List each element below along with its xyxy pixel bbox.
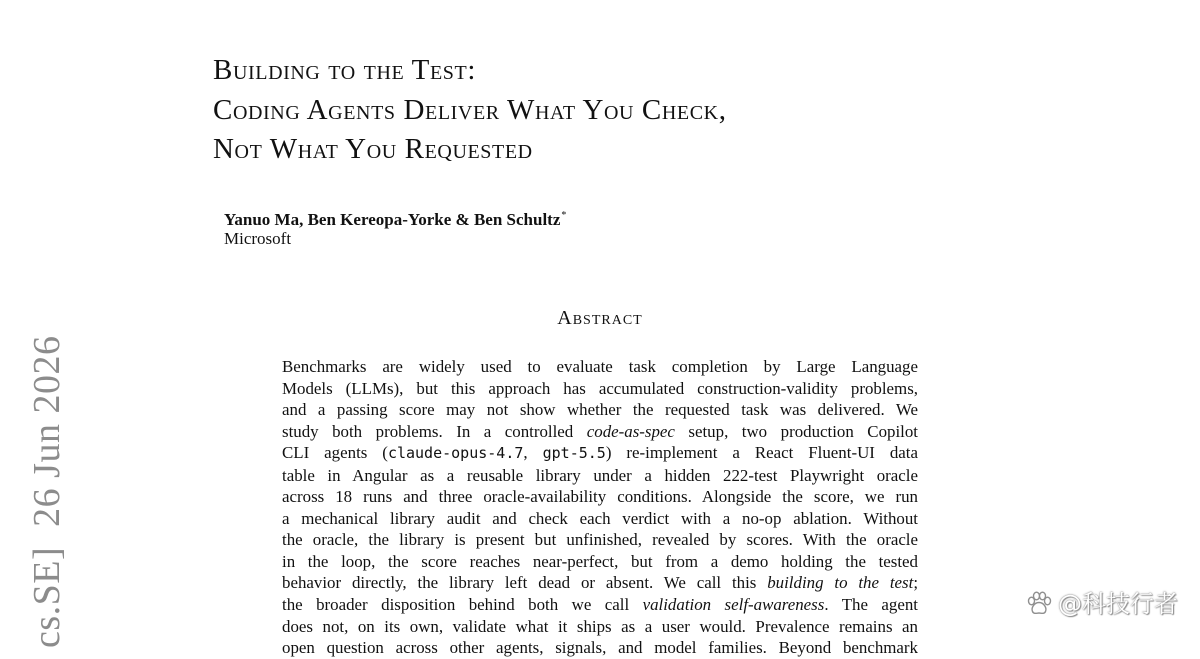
abstract-line	[282, 378, 918, 400]
title-line: Building to the Test:	[213, 54, 476, 86]
abstract-text: the broader disposition behind both we call	[282, 595, 643, 615]
abstract-text: open question across other agents, signals, and model families. Beyond benchmark	[282, 638, 918, 658]
title-line: Coding Agents Deliver What You Check,	[213, 93, 727, 126]
abstract-text: . The agent	[824, 595, 918, 615]
abstract-emphasis: code-as-spec	[586, 421, 675, 441]
abstract-body	[282, 356, 918, 659]
abstract-code: claude-opus-4.7	[387, 444, 524, 463]
abstract-line	[282, 356, 918, 378]
abstract-text: the oracle, the library is present but unfinished, revealed by scores. With the oracle	[282, 530, 918, 550]
author-affiliation: Microsoft	[224, 229, 292, 248]
paw-icon	[1024, 589, 1054, 619]
abstract-code: gpt-5.5	[542, 444, 606, 463]
abstract-line	[282, 465, 918, 487]
abstract-text: ,	[523, 443, 543, 463]
abstract-text: table in Angular as a reusable library under a hidden 222-test Playwright oracle	[282, 465, 918, 485]
author-footnote-mark: *	[561, 210, 567, 221]
title-line: Not What You Requested	[213, 133, 533, 165]
abstract-text: Benchmarks are widely used to evaluate task completion by Large Language	[282, 357, 918, 376]
abstract-line	[282, 486, 918, 508]
abstract-text: a mechanical library audit and check each verdict with a no-op ablation. Without	[282, 508, 918, 528]
abstract-line	[282, 508, 918, 530]
abstract-text: Models (LLMs), but this approach has accumulated construction-validity problems,	[282, 378, 918, 398]
abstract-text: in the loop, the score reaches near-perfect, but from a demo holding the tested	[282, 551, 918, 571]
abstract-line	[282, 399, 918, 421]
watermark	[1024, 587, 1178, 621]
abstract-text: behavior directly, the library left dead or absent. We call this	[282, 573, 768, 593]
abstract-text: setup, two production Copilot	[674, 421, 918, 441]
abstract-line	[282, 551, 918, 573]
abstract-line	[282, 442, 918, 465]
watermark-text: @科技行者	[1058, 590, 1178, 618]
arxiv-side-stamp: cs.SE] 26 Jun 2026	[26, 335, 68, 648]
author-names: Yanuo Ma, Ben Kereopa-Yorke & Ben Schultz	[224, 210, 561, 229]
abstract-text: ) re-implement a React Fluent-UI data	[605, 443, 918, 463]
abstract-line	[282, 616, 918, 638]
abstract-line	[282, 529, 918, 551]
paper-title	[213, 51, 973, 170]
abstract-text: study both problems. In a controlled	[282, 421, 587, 441]
abstract-text: ;	[913, 573, 919, 593]
abstract-line	[282, 594, 918, 616]
abstract-emphasis: building to the test	[767, 573, 914, 593]
abstract-line	[282, 421, 918, 443]
abstract-emphasis: validation self-awareness	[642, 595, 825, 615]
abstract-text: and a passing score may not show whether the requested task was delivered. We	[282, 400, 918, 420]
abstract-text: CLI agents (	[282, 443, 388, 463]
abstract-text: does not, on its own, validate what it ships as a user would. Prevalence remains an	[282, 616, 918, 636]
abstract-line	[282, 572, 918, 594]
abstract-heading: Abstract	[557, 307, 643, 329]
abstract-text: across 18 runs and three oracle-availability conditions. Alongside the score, we run	[282, 487, 918, 507]
